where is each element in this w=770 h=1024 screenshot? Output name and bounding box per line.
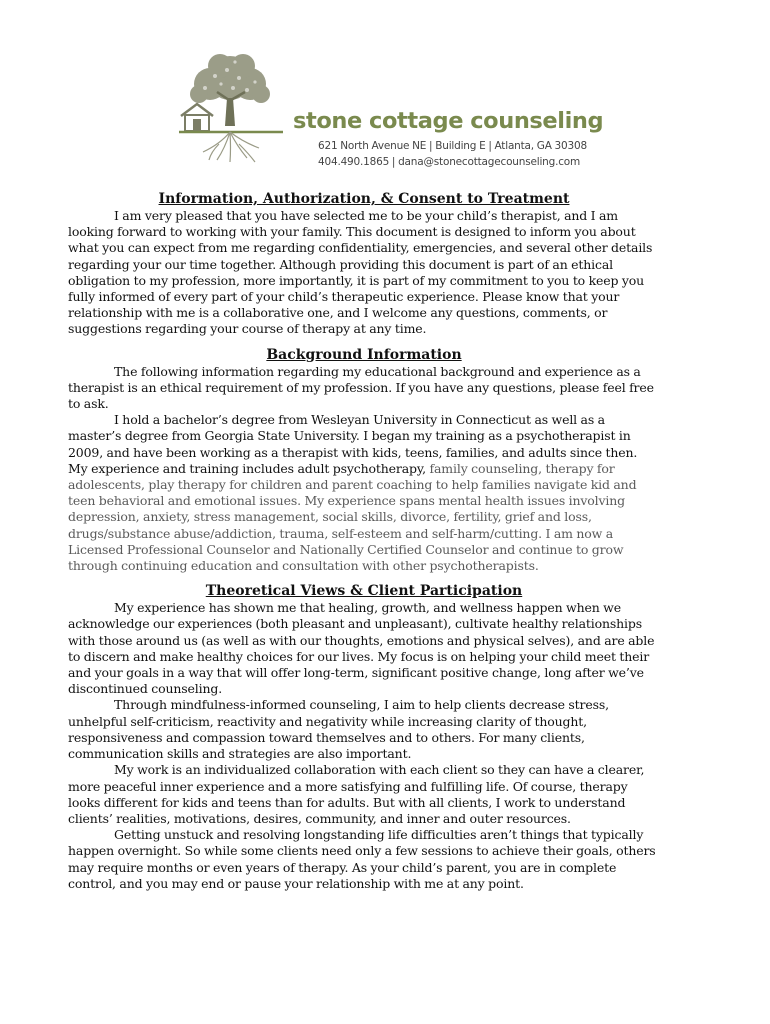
background-paragraph-2-grey: family counseling, therapy for adolescents, play therapy for children and parent coaching to help families navigate kid and teen behavioral and emotional issues. My experience spans mental health issues involving depression, anxiety, stress management, social skills, divorce, fertility, grief and loss, drugs/substance abuse/addiction, trauma, self-esteem and self-harm/cutting. I am now a Licensed Professional Counselor and Nationally Certified Counselor and continue to grow through continuing education and consultation with other psychotherapists.: [68, 460, 637, 574]
background-paragraph-1: The following information regarding my educational background and experience as a therapist is an ethical requirement of my profession. If you have any questions, please feel free to ask.: [68, 363, 654, 412]
theory-heading: Theoretical Views & Client Participation: [205, 583, 523, 600]
background-paragraph-2: [68, 412, 660, 574]
theory-paragraph-1: My experience has shown me that healing, growth, and wellness happen when we acknowledge our experiences (both pleasant and unpleasant), cultivate healthy relationships with those around us (as well as with our thoughts, emotions and physical selves), and are able to discern and make healthy choices for our lives. My focus is on helping your child meet their and your goals in a way that will offer long-term, significant positive change, long after we’ve discontinued counseling.: [68, 600, 655, 697]
background-paragraph-2-dark: I hold a bachelor’s degree from Wesleyan University in Connecticut as well as a master’s degree from Georgia State University. I began my training as a psychotherapist in 2009, and have been working as a therapist with kids, teens, families, and adults since then. My experience and training includes adult psychotherapy,: [68, 412, 638, 476]
brand-contact: 404.490.1865 | dana@stonecottagecounseling.com: [318, 156, 581, 168]
document-title: Information, Authorization, & Consent to Treatment: [158, 191, 570, 207]
letterhead: [175, 48, 604, 173]
background-heading: Background Information: [266, 346, 462, 363]
brand-address: 621 North Avenue NE | Building E | Atlanta, GA 30308: [318, 140, 587, 152]
theory-paragraph-4: Getting unstuck and resolving longstanding life difficulties aren’t things that typically happen overnight. So while some clients need only a few sessions to achieve their goals, others may require months or even years of therapy. As your child’s parent, you are in complete control, and you may end or pause your relationship with me at any point.: [68, 827, 656, 891]
theory-paragraph-2: Through mindfulness-informed counseling, I aim to help clients decrease stress, unhelpful self-criticism, reactivity and negativity while increasing clarity of thought, responsiveness and compassion toward themselves and to others. For many clients, communication skills and strategies are also important.: [68, 697, 609, 762]
intro-paragraph: I am very pleased that you have selected me to be your child’s therapist, and I am looking forward to working with your family. This document is designed to inform you about what you can expect from me regarding confidentiality, emergencies, and several other details regarding your our time together. Although providing this document is part of an ethical obligation to my profession, more importantly, it is part of my commitment to you to keep you fully informed of every part of your child’s therapeutic experience. Please know that your relationship with me is a collaborative one, and I welcome any questions, comments, or suggestions regarding your course of therapy at any time.: [68, 208, 653, 337]
brand-name: stone cottage counseling: [293, 108, 604, 134]
document-body: [68, 190, 660, 892]
theory-paragraph-3: My work is an individualized collaboration with each client so they can have a clearer, more peaceful inner experience and a more satisfying and fulfilling life. Of course, therapy looks different for kids and teens than for adults. But with all clients, I work to understand clients’ realities, motivations, desires, community, and inner and outer resources.: [68, 762, 645, 826]
